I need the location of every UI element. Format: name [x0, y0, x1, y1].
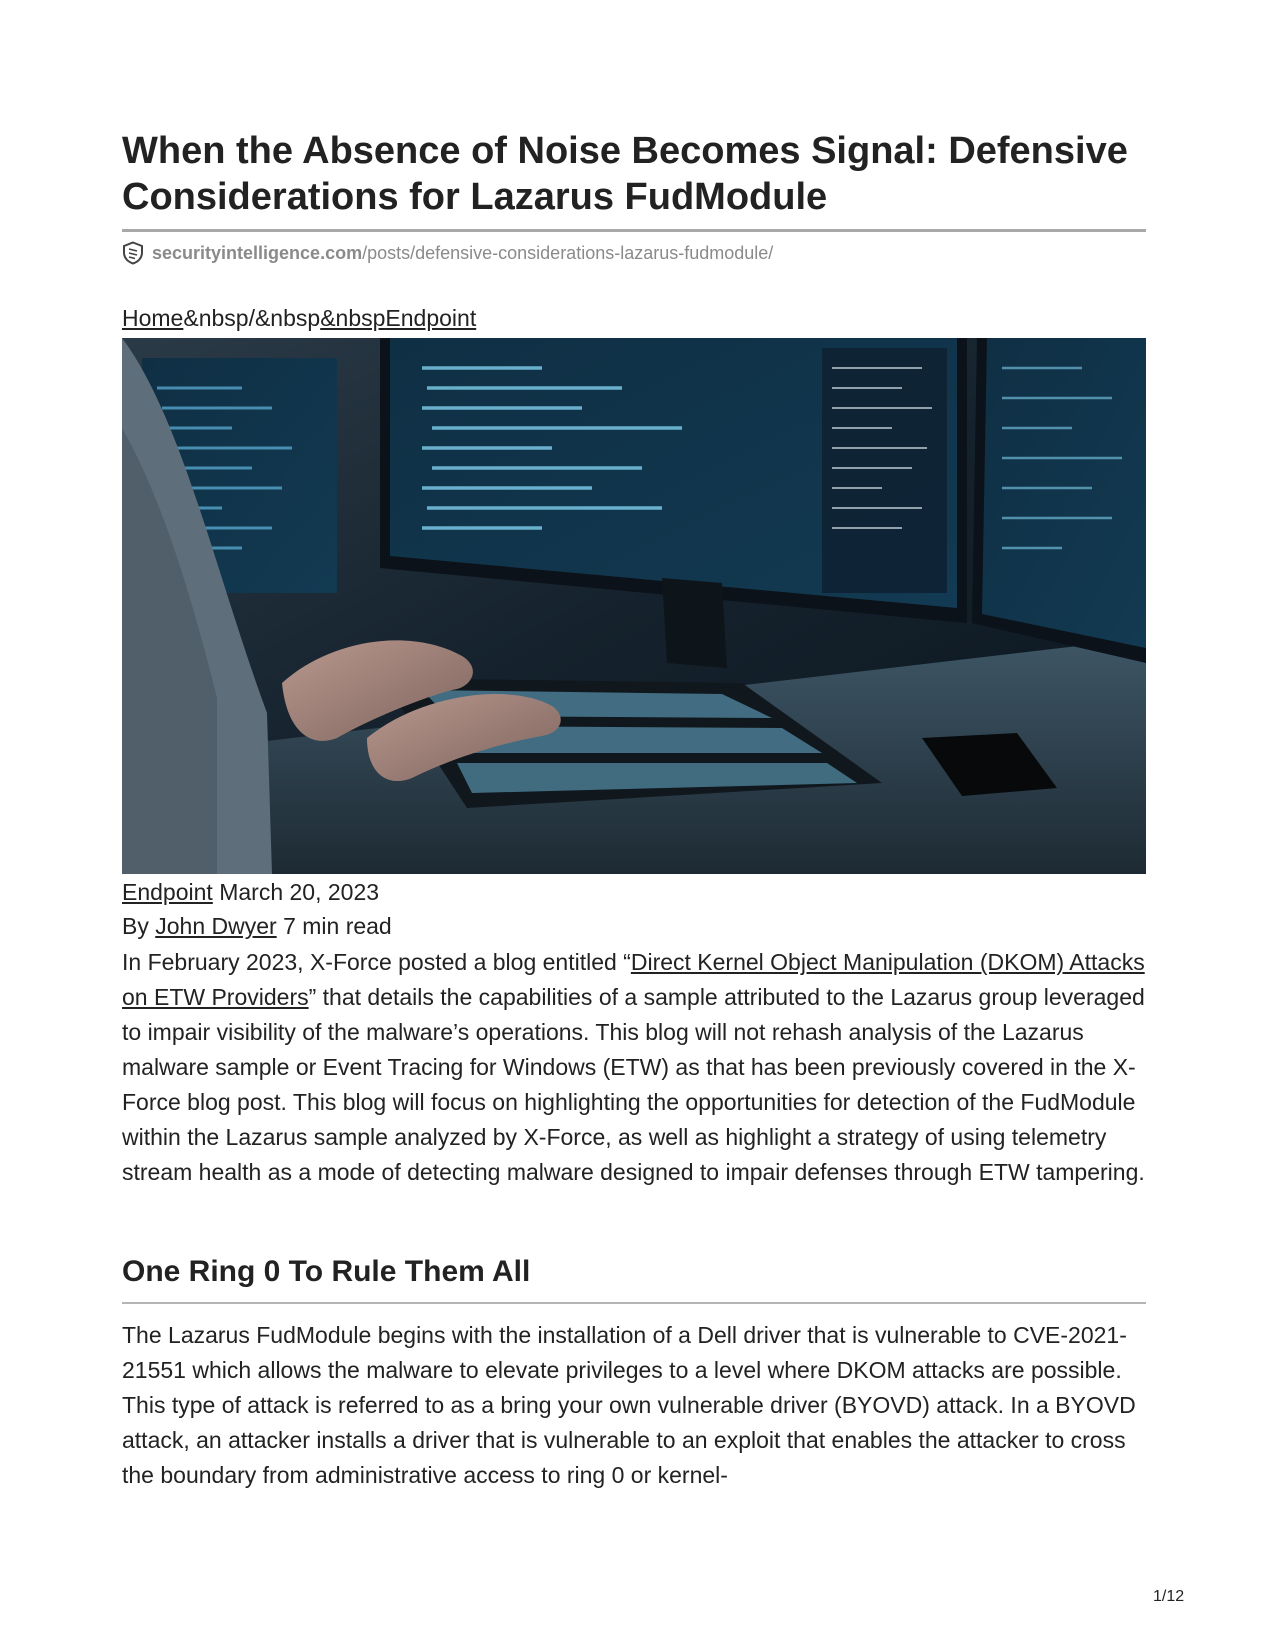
- source-url[interactable]: [122, 240, 773, 266]
- intro-text-before: In February 2023, X-Force posted a blog entitled “: [122, 949, 631, 975]
- section-heading: One Ring 0 To Rule Them All: [122, 1255, 531, 1288]
- source-domain: securityintelligence.com: [152, 242, 363, 263]
- article-title: When the Absence of Noise Becomes Signal: Defensive Considerations for Lazarus FudModule: [122, 130, 1128, 218]
- read-time: 7 min read: [283, 913, 392, 939]
- xforce-blog-link[interactable]: Direct Kernel Object Manipulation (DKOM) Attacks on ETW Providers: [122, 949, 1145, 1010]
- section-divider: [122, 1302, 1146, 1304]
- page-number: 1/12: [1153, 1588, 1185, 1605]
- source-path: /posts/defensive-considerations-lazarus-fudmodule/: [362, 242, 774, 263]
- title-divider: [122, 229, 1146, 232]
- intro-paragraph: [122, 945, 1152, 1190]
- breadcrumb-home-link[interactable]: Home: [122, 305, 184, 331]
- article-meta-line1: [122, 876, 379, 908]
- intro-text-after: ” that details the capabilities of a sample attributed to the Lazarus group leveraged to impair visibility of the malware’s operations. This blog will not rehash analysis of the Lazarus malware sample or Event Tracing for Windows (ETW) as that has been previously covered in the X-Force blog post. This blog will focus on highlighting the opportunities for detection of the FudModule within the Lazarus sample analyzed by X-Force, as well as highlight a strategy of using telemetry stream health as a mode of detecting malware designed to impair defenses through ETW tampering.: [122, 984, 1145, 1185]
- shield-icon: [122, 241, 144, 265]
- article-date: March 20, 2023: [219, 879, 380, 905]
- section-paragraph: The Lazarus FudModule begins with the installation of a Dell driver that is vulnerable to CVE-2021-21551 which allows the malware to elevate privileges to a level where DKOM attacks are possible. This type of attack is referred to as a bring your own vulnerable driver (BYOVD) attack. In a BYOVD attack, an attacker installs a driver that is vulnerable to an exploit that enables the attacker to cross the boundary from administrative access to ring 0 or kernel-: [122, 1322, 1136, 1488]
- category-link[interactable]: Endpoint: [122, 879, 213, 905]
- byline-prefix: By: [122, 913, 149, 939]
- breadcrumb-separator: &nbsp/&nbsp: [183, 305, 321, 331]
- hero-image: [122, 338, 1146, 874]
- author-link[interactable]: John Dwyer: [155, 913, 277, 939]
- breadcrumb: [122, 304, 476, 332]
- breadcrumb-category-link[interactable]: Endpoint: [385, 305, 477, 331]
- article-meta-line2: [122, 910, 392, 942]
- breadcrumb-nbsp-link[interactable]: &nbsp: [320, 305, 386, 331]
